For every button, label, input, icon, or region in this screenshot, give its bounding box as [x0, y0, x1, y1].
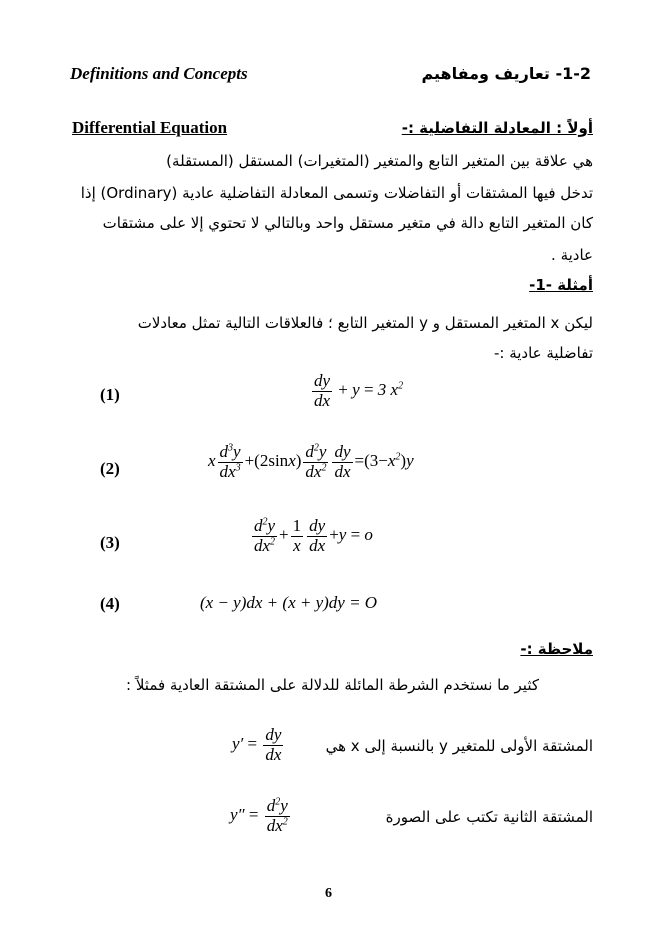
equation-2-label: (2) — [100, 459, 120, 478]
first-derivative-text: المشتقة الأولى للمتغير y بالنسبة إلى x هي — [325, 737, 593, 755]
definition-line-1: هي علاقة بين المتغير التابع والمتغير (المتغيرات) المستقل (المستقلة) — [166, 152, 593, 170]
second-derivative-text: المشتقة الثانية تكتب على الصورة — [385, 808, 593, 826]
definition-line-4: عادية . — [551, 246, 593, 264]
second-derivative-notation: y″ = $\frac{d^2y}{dx^2}$ — [230, 796, 288, 835]
arabic-heading: أولاً : المعادلة التفاضلية :- — [401, 119, 593, 137]
definition-line-3: كان المتغير التابع دالة في متغير مستقل واحد وبالتالي لا تحتوي إلا على مشتقات — [102, 214, 593, 232]
second-derivative-fraction-note: $\frac{d^2y}{dx^2}$ — [266, 796, 288, 835]
equation-1: $\frac{dy}{dx}$ + y = 3 $x^2$ — [314, 371, 404, 410]
examples-heading: أمثلة -1- — [529, 276, 593, 294]
dy-dx-fraction-note: $\frac{dy}{dx}$ — [265, 725, 282, 764]
first-derivative-fraction: $\frac{dy}{dx}$ — [334, 442, 351, 481]
equation-1-label: (1) — [100, 385, 120, 404]
header-left-title: Definitions and Concepts — [70, 64, 248, 83]
equation-4: (x − y)dx + (x + y)dy = O — [200, 593, 378, 612]
third-derivative-fraction: $\frac{d^3y}{dx^3}$ — [219, 442, 241, 481]
one-over-x-fraction: $\frac{1}{x}$ — [292, 516, 302, 555]
page-number: 6 — [325, 886, 332, 901]
equation-3-label: (3) — [100, 533, 120, 552]
note-line: كثير ما نستخدم الشرطة المائلة للدلالة على المشتقة العادية فمثلاً : — [126, 676, 539, 694]
header-right-title: 1-2- تعاريف ومفاهيم — [421, 64, 591, 83]
examples-intro-line-1: ليكن x المتغير المستقل و y المتغير التابع ؛ فالعلاقات التالية تمثل معادلات — [137, 314, 593, 332]
second-derivative-fraction: $\frac{d^2y}{dx^2}$ — [305, 442, 327, 481]
definition-line-2: تدخل فيها المشتقات أو التفاضلات وتسمى المعادلة التفاضلية عادية (Ordinary) إذا — [80, 184, 593, 202]
examples-intro-line-2: تفاضلية عادية :- — [493, 344, 593, 362]
equation-2: x $\frac{d^3y}{dx^3}$ +(2sinx) $\frac{d^2y}{dx^2}$ $\frac{dy}{dx}$ $=(3-x^2)y$ — [208, 442, 414, 481]
second-derivative-fraction-eq3: $\frac{d^2y}{dx^2}$ — [254, 516, 276, 555]
dy-dx-fraction-eq3: $\frac{dy}{dx}$ — [309, 516, 326, 555]
note-heading: ملاحظة :- — [520, 640, 593, 658]
equation-4-label: (4) — [100, 594, 120, 613]
first-derivative-notation: y′ = $\frac{dy}{dx}$ — [232, 725, 282, 764]
equation-3: $\frac{d^2y}{dx^2}$ + $\frac{1}{x}$ $\frac{dy}{dx}$ +y = o — [254, 516, 373, 555]
english-heading: Differential Equation — [72, 118, 228, 137]
dy-dx-fraction: $\frac{dy}{dx}$ — [314, 371, 331, 410]
